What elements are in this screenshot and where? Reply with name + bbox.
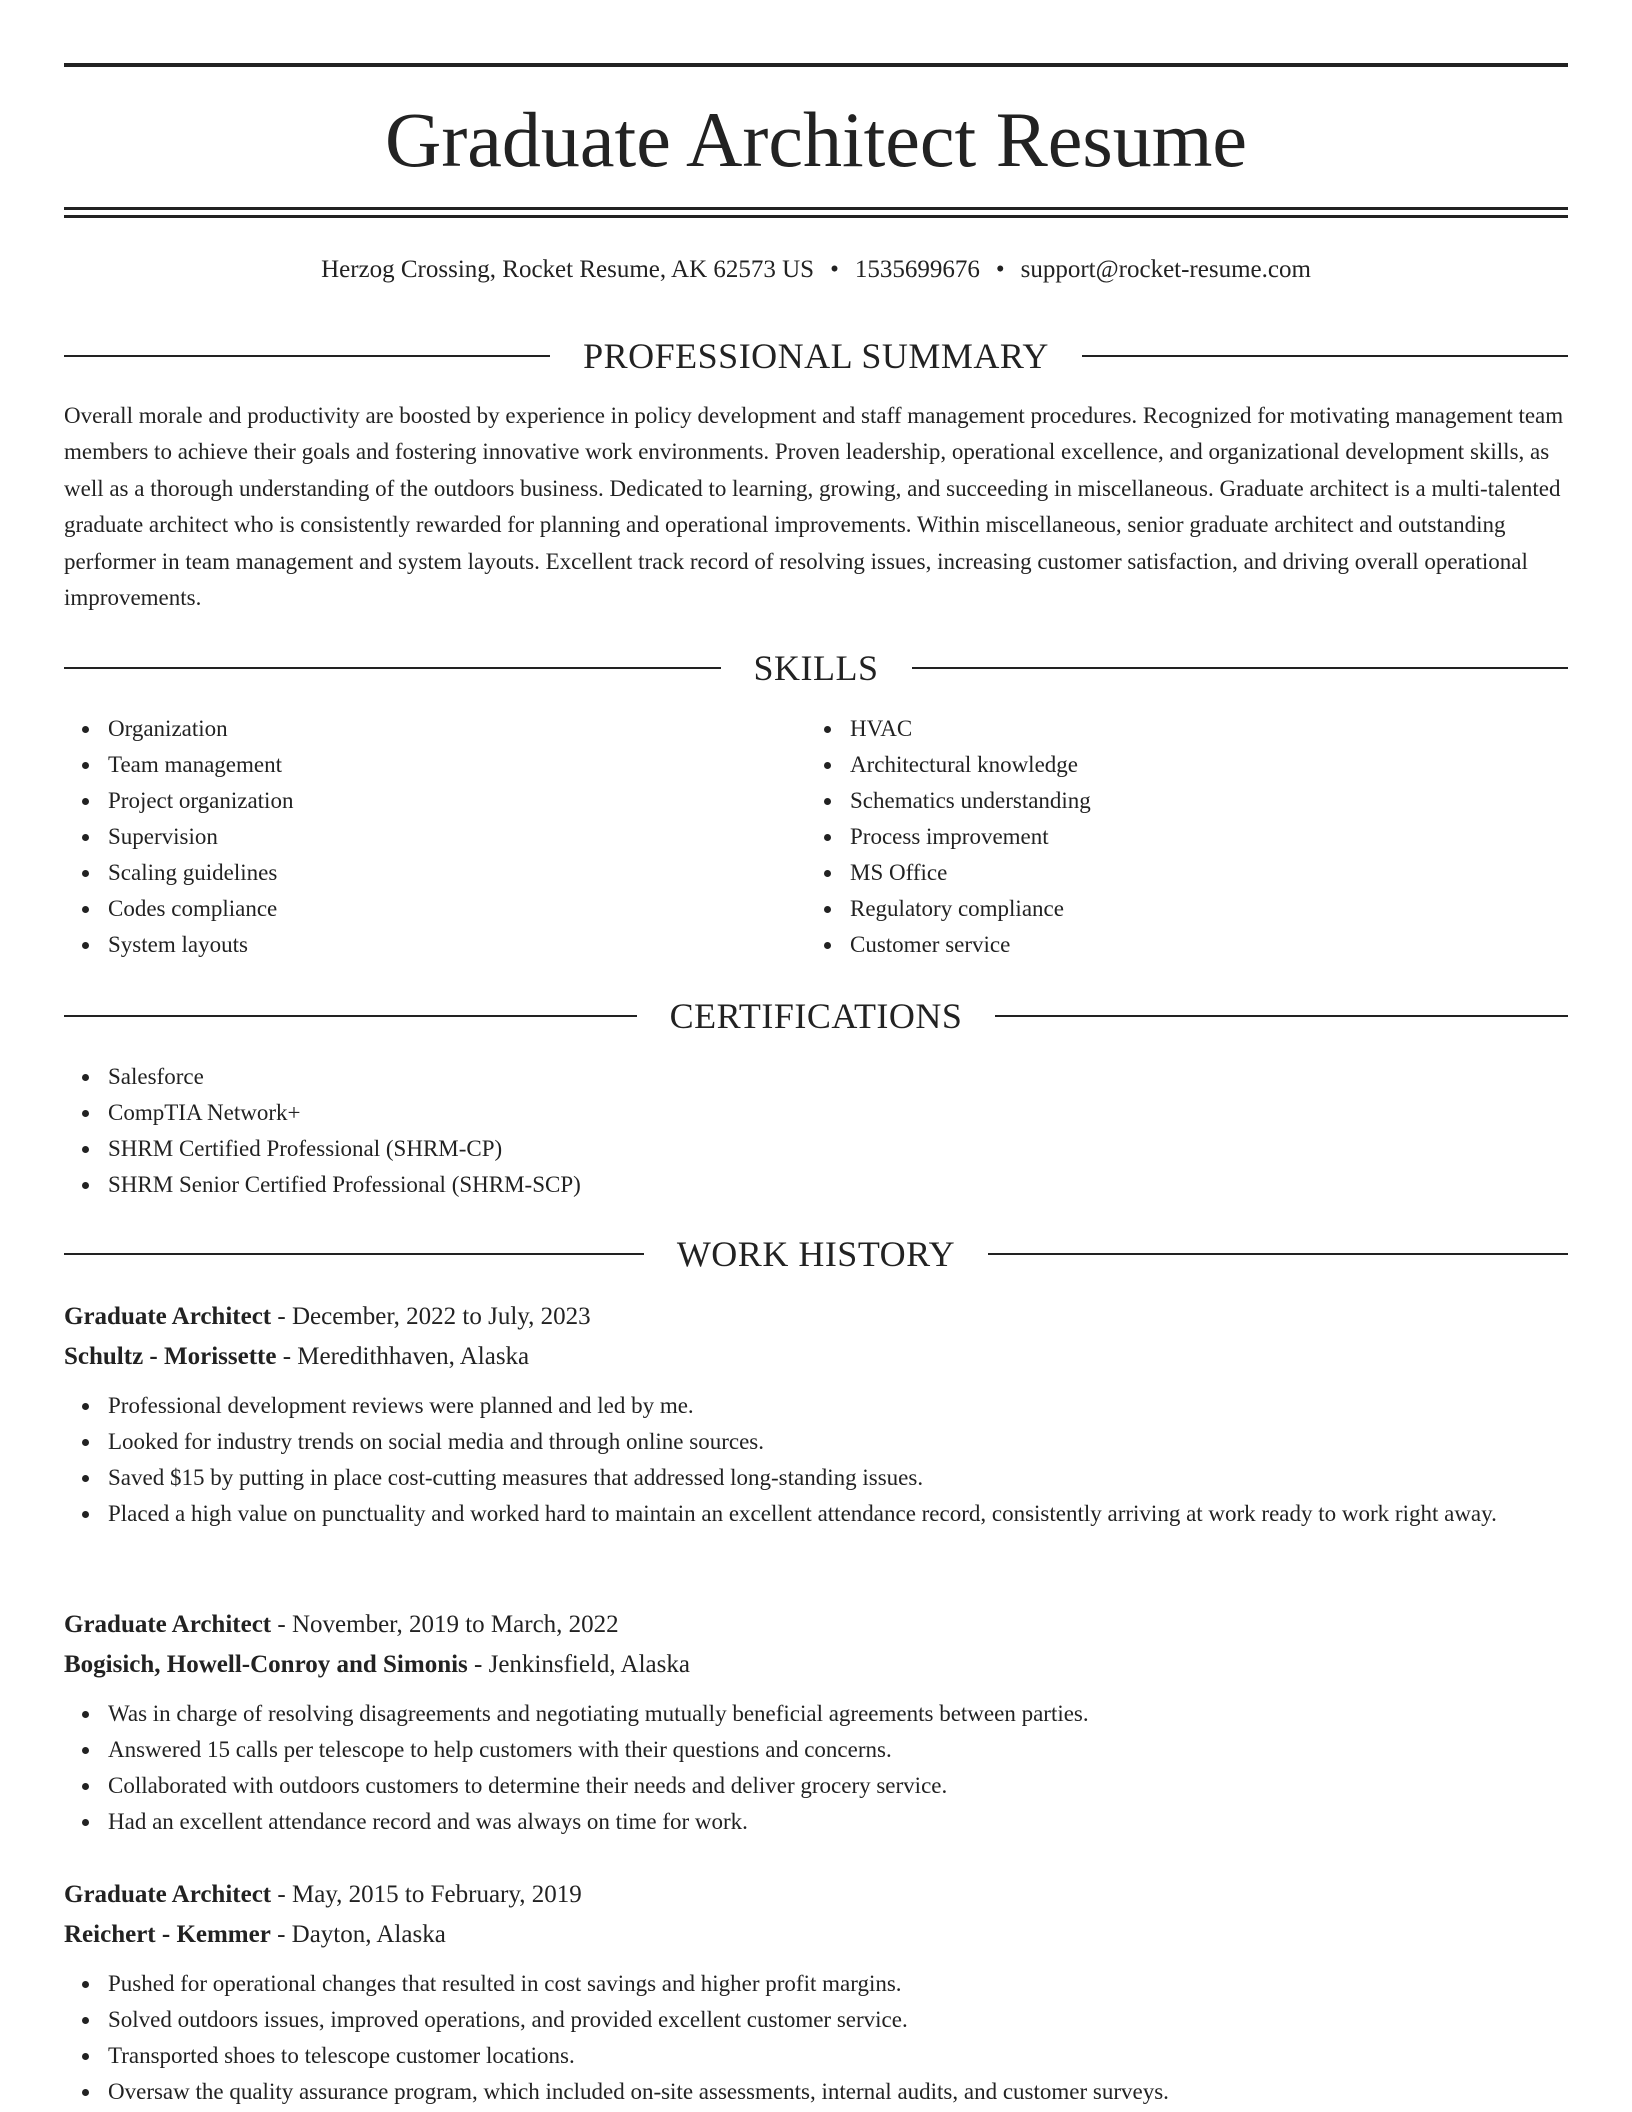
divider-line bbox=[912, 667, 1569, 669]
job-title-line bbox=[64, 1297, 1568, 1337]
job-entry bbox=[64, 1875, 1568, 2110]
skill-item: HVAC bbox=[806, 711, 1506, 747]
dash: - bbox=[276, 1343, 298, 1370]
contact-email: support@rocket-resume.com bbox=[1020, 256, 1311, 283]
contact-line bbox=[64, 252, 1568, 288]
job-company-line bbox=[64, 1915, 1568, 1955]
job-location: Meredithhaven, Alaska bbox=[297, 1343, 530, 1370]
job-bullet: Looked for industry trends on social media and through online sources. bbox=[64, 1424, 1568, 1460]
dash: - bbox=[467, 1651, 489, 1678]
skill-item: Project organization bbox=[64, 783, 764, 819]
job-title: Graduate Architect bbox=[64, 1303, 272, 1330]
job-bullet: Professional development reviews were planned and led by me. bbox=[64, 1388, 1568, 1424]
resume-title: Graduate Architect Resume bbox=[385, 96, 1247, 183]
top-rule bbox=[64, 63, 1568, 67]
divider-line bbox=[988, 1253, 1568, 1255]
skill-item: Schematics understanding bbox=[806, 783, 1506, 819]
skill-item: Regulatory compliance bbox=[806, 891, 1506, 927]
job-bullets bbox=[64, 1388, 1568, 1532]
skills-right-column bbox=[806, 711, 1506, 963]
job-entry bbox=[64, 1297, 1568, 1532]
summary-text: Overall morale and productivity are boosted by experience in policy development and staff management procedures. Recognized for motivating management team members to achieve their goals and fostering innovative work environments. Proven leadership, operational excellence, and organizational development skills, as well as a thorough understanding of the outdoors business. Dedicated to learning, growing, and succeeding in miscellaneous. Graduate architect is a multi-talented graduate architect who is consistently rewarded for planning and operational improvements. Within miscellaneous, senior graduate architect and outstanding performer in team management and system layouts. Excellent track record of resolving issues, increasing customer satisfaction, and driving overall operational improvements. bbox=[64, 403, 1564, 611]
section-title-work-history: WORK HISTORY bbox=[676, 1234, 956, 1274]
job-title-line bbox=[64, 1875, 1568, 1915]
job-company-line bbox=[64, 1645, 1568, 1685]
job-bullet: Was in charge of resolving disagreements and negotiating mutually beneficial agreements between parties. bbox=[64, 1696, 1568, 1732]
dash: - bbox=[270, 1921, 292, 1948]
job-bullet: Had an excellent attendance record and was always on time for work. bbox=[64, 1804, 1568, 1840]
skill-item: System layouts bbox=[64, 927, 764, 963]
job-location: Jenkinsfield, Alaska bbox=[488, 1651, 690, 1678]
job-dates: November, 2019 to March, 2022 bbox=[291, 1611, 619, 1638]
divider-line bbox=[64, 667, 721, 669]
contact-phone: 1535699676 bbox=[854, 256, 980, 283]
skills-list-right bbox=[806, 711, 1506, 963]
job-bullet: Answered 15 calls per telescope to help customers with their questions and concerns. bbox=[64, 1732, 1568, 1768]
divider-line bbox=[64, 1253, 644, 1255]
job-bullet: Solved outdoors issues, improved operations, and provided excellent customer service. bbox=[64, 2002, 1568, 2038]
section-header-summary bbox=[64, 334, 1568, 378]
skill-item: MS Office bbox=[806, 855, 1506, 891]
job-company: Bogisich, Howell-Conroy and Simonis bbox=[64, 1651, 468, 1678]
job-bullet: Oversaw the quality assurance program, which included on-site assessments, internal audits, and customer surveys. bbox=[64, 2074, 1568, 2110]
certification-item: Salesforce bbox=[64, 1059, 1568, 1095]
job-bullet: Transported shoes to telescope customer locations. bbox=[64, 2038, 1568, 2074]
job-title-line bbox=[64, 1605, 1568, 1645]
section-title-certifications: CERTIFICATIONS bbox=[669, 996, 963, 1036]
skill-item: Customer service bbox=[806, 927, 1506, 963]
skills-left-column bbox=[64, 711, 764, 963]
job-company: Schultz - Morissette bbox=[64, 1343, 277, 1370]
certifications-block bbox=[64, 1059, 1568, 1203]
skill-item: Architectural knowledge bbox=[806, 747, 1506, 783]
job-company-line bbox=[64, 1337, 1568, 1377]
certification-item: CompTIA Network+ bbox=[64, 1095, 1568, 1131]
certification-item: SHRM Senior Certified Professional (SHRM-SCP) bbox=[64, 1167, 1568, 1203]
job-bullet: Saved $15 by putting in place cost-cutting measures that addressed long-standing issues. bbox=[64, 1460, 1568, 1496]
section-title-skills: SKILLS bbox=[753, 648, 879, 688]
job-bullet: Placed a high value on punctuality and worked hard to maintain an excellent attendance record, consistently arriving at work ready to work right away. bbox=[64, 1496, 1568, 1532]
skill-item: Organization bbox=[64, 711, 764, 747]
job-location: Dayton, Alaska bbox=[291, 1921, 446, 1948]
title-double-rule bbox=[64, 207, 1568, 218]
certifications-list bbox=[64, 1059, 1568, 1203]
contact-separator: • bbox=[995, 256, 1005, 283]
certification-item: SHRM Certified Professional (SHRM-CP) bbox=[64, 1131, 1568, 1167]
job-dates: December, 2022 to July, 2023 bbox=[291, 1303, 591, 1330]
job-dates: May, 2015 to February, 2019 bbox=[291, 1881, 582, 1908]
dash: - bbox=[271, 1611, 292, 1638]
section-header-work-history bbox=[64, 1232, 1568, 1276]
job-bullets bbox=[64, 1966, 1568, 2110]
divider-line bbox=[64, 355, 550, 357]
job-title: Graduate Architect bbox=[64, 1611, 272, 1638]
divider-line bbox=[64, 1015, 637, 1017]
skill-item: Supervision bbox=[64, 819, 764, 855]
divider-line bbox=[995, 1015, 1568, 1017]
contact-separator: • bbox=[830, 256, 839, 283]
section-header-certifications bbox=[64, 994, 1568, 1038]
skill-item: Scaling guidelines bbox=[64, 855, 764, 891]
skill-item: Team management bbox=[64, 747, 764, 783]
job-bullet: Pushed for operational changes that resulted in cost savings and higher profit margins. bbox=[64, 1966, 1568, 2002]
section-header-skills bbox=[64, 646, 1568, 690]
skill-item: Process improvement bbox=[806, 819, 1506, 855]
job-title: Graduate Architect bbox=[64, 1881, 272, 1908]
job-bullets bbox=[64, 1696, 1568, 1840]
dash: - bbox=[271, 1303, 292, 1330]
skills-list-left bbox=[64, 711, 764, 963]
job-company: Reichert - Kemmer bbox=[64, 1921, 271, 1948]
job-entry bbox=[64, 1605, 1568, 1840]
divider-line bbox=[1082, 355, 1568, 357]
section-title-summary: PROFESSIONAL SUMMARY bbox=[583, 336, 1049, 376]
job-bullet: Collaborated with outdoors customers to determine their needs and deliver grocery service. bbox=[64, 1768, 1568, 1804]
dash: - bbox=[271, 1881, 292, 1908]
skill-item: Codes compliance bbox=[64, 891, 764, 927]
contact-address: Herzog Crossing, Rocket Resume, AK 62573 US bbox=[321, 256, 815, 283]
